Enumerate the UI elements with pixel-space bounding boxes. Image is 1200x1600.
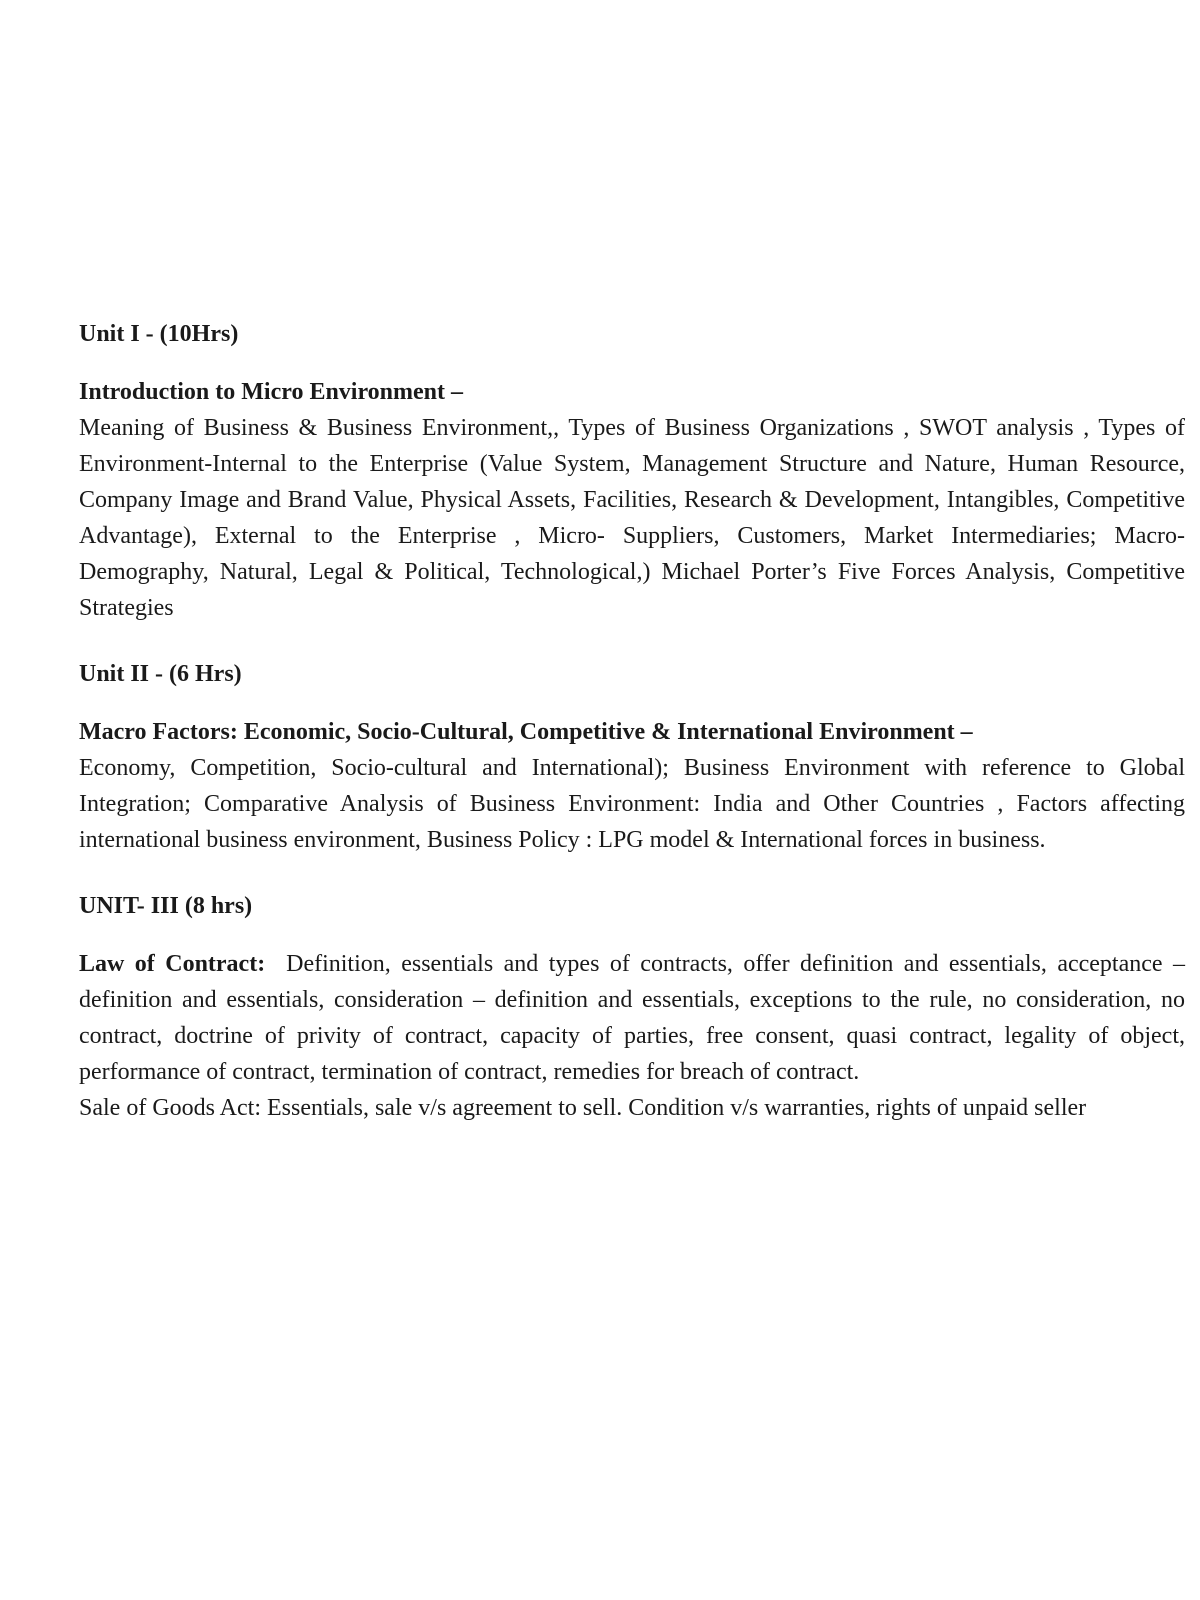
syllabus-page: [79, 316, 1185, 1126]
sale-of-goods-paragraph: Sale of Goods Act: Essentials, sale v/s agreement to sell. Condition v/s warranties, rights of unpaid seller: [79, 1095, 1087, 1121]
unit-2-section: [79, 714, 1185, 858]
unit-3-heading: UNIT- III (8 hrs): [79, 893, 253, 919]
unit-2-title: Macro Factors: Economic, Socio-Cultural, Competitive & International Environment –: [79, 719, 973, 745]
unit-3-section: [79, 946, 1185, 1126]
unit-1-heading: Unit I - (10Hrs): [79, 321, 239, 347]
unit-2-body: Economy, Competition, Socio-cultural and International); Business Environment with reference to Global Integration; Comparative Analysis of Business Environment: India and Other Countries , Factors affecting international business environment, Business Policy : LPG model & International forces in business.: [79, 755, 1185, 853]
law-of-contract-lead: Law of Contract:: [79, 951, 266, 977]
unit-2-heading: Unit II - (6 Hrs): [79, 661, 242, 687]
law-of-contract-paragraph: [79, 946, 1185, 1090]
unit-1-body: Meaning of Business & Business Environment,, Types of Business Organizations , SWOT analysis , Types of Environment-Internal to the Enterprise (Value System, Management Structure and Nature, Human Resource, Company Image and Brand Value, Physical Assets, Facilities, Research & Development, Intangibles, Competitive Advantage), External to the Enterprise , Micro- Suppliers, Customers, Market Intermediaries; Macro- Demography, Natural, Legal & Political, Technological,) Michael Porter’s Five Forces Analysis, Competitive Strategies: [79, 415, 1185, 621]
unit-1-section: [79, 374, 1185, 626]
unit-1-title: Introduction to Micro Environment –: [79, 379, 464, 405]
law-of-contract-body: Definition, essentials and types of contracts, offer definition and essentials, acceptance – definition and essentials, consideration – definition and essentials, exceptions to the rule, no consideration, no contract, doctrine of privity of contract, capacity of parties, free consent, quasi contract, legality of object, performance of contract, termination of contract, remedies for breach of contract.: [79, 951, 1186, 1085]
